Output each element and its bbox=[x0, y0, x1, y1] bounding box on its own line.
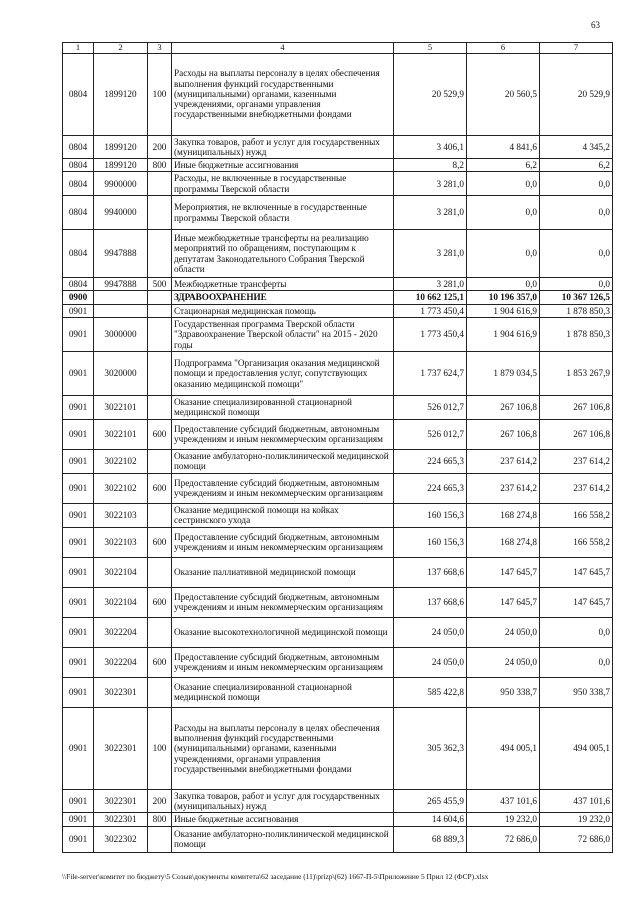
section-code-cell: 0901 bbox=[63, 557, 94, 587]
table-row bbox=[63, 395, 613, 419]
amount-col7-cell: 1 878 850,3 bbox=[540, 317, 613, 351]
amount-col5-cell: 305 362,3 bbox=[394, 707, 467, 789]
amount-col6-cell: 10 196 357,0 bbox=[467, 291, 540, 304]
section-code-cell: 0901 bbox=[63, 395, 94, 419]
target-article-cell: 3022301 bbox=[94, 813, 148, 826]
amount-col7-cell: 0,0 bbox=[540, 196, 613, 230]
amount-col7-cell: 494 005,1 bbox=[540, 707, 613, 789]
column-number-cell: 6 bbox=[467, 43, 540, 54]
amount-col6-cell: 168 274,8 bbox=[467, 527, 540, 557]
target-article-cell: 3022204 bbox=[94, 647, 148, 677]
amount-col5-cell: 160 156,3 bbox=[394, 503, 467, 527]
amount-col7-cell: 0,0 bbox=[540, 172, 613, 196]
amount-col5-cell: 14 604,6 bbox=[394, 813, 467, 826]
page-number: 63 bbox=[591, 20, 600, 30]
item-name-cell: Оказание специализированной стационарной медицинской помощи bbox=[172, 677, 394, 707]
expense-type-cell: 200 bbox=[148, 789, 172, 813]
amount-col5-cell: 137 668,6 bbox=[394, 557, 467, 587]
amount-col5-cell: 3 281,0 bbox=[394, 278, 467, 291]
target-article-cell: 3020000 bbox=[94, 351, 148, 395]
target-article-cell: 1899120 bbox=[94, 53, 148, 135]
item-name-cell: Расходы, не включенные в государственные программы Тверской области bbox=[172, 172, 394, 196]
amount-col6-cell: 267 106,8 bbox=[467, 419, 540, 449]
amount-col6-cell: 147 645,7 bbox=[467, 557, 540, 587]
amount-col5-cell: 160 156,3 bbox=[394, 527, 467, 557]
amount-col7-cell: 237 614,2 bbox=[540, 473, 613, 503]
item-name-cell: Закупка товаров, работ и услуг для государственных (муниципальных) нужд bbox=[172, 135, 394, 159]
expense-type-cell: 800 bbox=[148, 813, 172, 826]
item-name-cell: Иные бюджетные ассигнования bbox=[172, 813, 394, 826]
section-code-cell: 0901 bbox=[63, 473, 94, 503]
amount-col6-cell: 494 005,1 bbox=[467, 707, 540, 789]
expense-type-cell: 100 bbox=[148, 53, 172, 135]
amount-col7-cell: 4 345,2 bbox=[540, 135, 613, 159]
column-number-cell: 2 bbox=[94, 43, 148, 54]
target-article-cell: 3022301 bbox=[94, 677, 148, 707]
target-article-cell: 1899120 bbox=[94, 135, 148, 159]
amount-col6-cell: 20 560,5 bbox=[467, 53, 540, 135]
amount-col6-cell: 0,0 bbox=[467, 278, 540, 291]
expense-type-cell: 600 bbox=[148, 527, 172, 557]
amount-col5-cell: 20 529,9 bbox=[394, 53, 467, 135]
table-row bbox=[63, 826, 613, 852]
amount-col7-cell: 19 232,0 bbox=[540, 813, 613, 826]
expense-type-cell bbox=[148, 196, 172, 230]
target-article-cell: 9940000 bbox=[94, 196, 148, 230]
amount-col6-cell: 4 841,6 bbox=[467, 135, 540, 159]
expense-type-cell bbox=[148, 557, 172, 587]
expense-type-cell: 600 bbox=[148, 473, 172, 503]
amount-col5-cell: 1 773 450,4 bbox=[394, 304, 467, 317]
table-row bbox=[63, 617, 613, 647]
item-name-cell: Оказание амбулаторно-поликлинической медицинской помощи bbox=[172, 826, 394, 852]
expense-type-cell bbox=[148, 826, 172, 852]
item-name-cell: Подпрограмма "Организация оказания медицинской помощи и предоставления услуг, сопутствующих оказанию медицинской помощи" bbox=[172, 351, 394, 395]
section-code-cell: 0901 bbox=[63, 707, 94, 789]
amount-col6-cell: 0,0 bbox=[467, 172, 540, 196]
expense-type-cell bbox=[148, 395, 172, 419]
item-name-cell: Стационарная медицинская помощь bbox=[172, 304, 394, 317]
amount-col7-cell: 1 878 850,3 bbox=[540, 304, 613, 317]
amount-col6-cell: 237 614,2 bbox=[467, 473, 540, 503]
target-article-cell: 9947888 bbox=[94, 278, 148, 291]
item-name-cell: Предоставление субсидий бюджетным, автономным учреждениям и иным некоммерческим организациям bbox=[172, 587, 394, 617]
amount-col7-cell: 166 558,2 bbox=[540, 527, 613, 557]
table-row bbox=[63, 647, 613, 677]
item-name-cell: Предоставление субсидий бюджетным, автономным учреждениям и иным некоммерческим организациям bbox=[172, 647, 394, 677]
expense-type-cell bbox=[148, 617, 172, 647]
table-row bbox=[63, 230, 613, 278]
amount-col7-cell: 0,0 bbox=[540, 647, 613, 677]
expense-type-cell bbox=[148, 449, 172, 473]
amount-col7-cell: 950 338,7 bbox=[540, 677, 613, 707]
budget-table bbox=[62, 42, 613, 853]
target-article-cell: 3022104 bbox=[94, 557, 148, 587]
table-row bbox=[63, 172, 613, 196]
section-code-cell: 0901 bbox=[63, 304, 94, 317]
section-code-cell: 0901 bbox=[63, 647, 94, 677]
target-article-cell: 3022101 bbox=[94, 395, 148, 419]
item-name-cell: Оказание специализированной стационарной медицинской помощи bbox=[172, 395, 394, 419]
section-code-cell: 0901 bbox=[63, 351, 94, 395]
item-name-cell: Закупка товаров, работ и услуг для государственных (муниципальных) нужд bbox=[172, 789, 394, 813]
table-row bbox=[63, 789, 613, 813]
amount-col5-cell: 3 281,0 bbox=[394, 172, 467, 196]
amount-col6-cell: 237 614,2 bbox=[467, 449, 540, 473]
amount-col6-cell: 24 050,0 bbox=[467, 647, 540, 677]
amount-col6-cell: 0,0 bbox=[467, 230, 540, 278]
amount-col6-cell: 147 645,7 bbox=[467, 587, 540, 617]
amount-col6-cell: 24 050,0 bbox=[467, 617, 540, 647]
amount-col6-cell: 1 904 616,9 bbox=[467, 304, 540, 317]
amount-col5-cell: 24 050,0 bbox=[394, 647, 467, 677]
section-code-cell: 0901 bbox=[63, 677, 94, 707]
table-row bbox=[63, 449, 613, 473]
amount-col5-cell: 265 455,9 bbox=[394, 789, 467, 813]
section-code-cell: 0804 bbox=[63, 135, 94, 159]
target-article-cell: 3022102 bbox=[94, 473, 148, 503]
amount-col5-cell: 526 012,7 bbox=[394, 419, 467, 449]
amount-col6-cell: 267 106,8 bbox=[467, 395, 540, 419]
column-number-cell: 7 bbox=[540, 43, 613, 54]
amount-col7-cell: 147 645,7 bbox=[540, 587, 613, 617]
expense-type-cell: 500 bbox=[148, 278, 172, 291]
table-row bbox=[63, 135, 613, 159]
amount-col5-cell: 585 422,8 bbox=[394, 677, 467, 707]
amount-col6-cell: 72 686,0 bbox=[467, 826, 540, 852]
column-number-row bbox=[63, 43, 613, 54]
target-article-cell: 3022102 bbox=[94, 449, 148, 473]
table-row bbox=[63, 351, 613, 395]
amount-col7-cell: 0,0 bbox=[540, 230, 613, 278]
table-row bbox=[63, 587, 613, 617]
table-row bbox=[63, 317, 613, 351]
section-code-cell: 0901 bbox=[63, 789, 94, 813]
column-number-cell: 4 bbox=[172, 43, 394, 54]
expense-type-cell bbox=[148, 503, 172, 527]
amount-col6-cell: 0,0 bbox=[467, 196, 540, 230]
expense-type-cell: 800 bbox=[148, 159, 172, 172]
section-code-cell: 0900 bbox=[63, 291, 94, 304]
amount-col7-cell: 0,0 bbox=[540, 617, 613, 647]
expense-type-cell: 600 bbox=[148, 587, 172, 617]
column-number-cell: 5 bbox=[394, 43, 467, 54]
amount-col6-cell: 950 338,7 bbox=[467, 677, 540, 707]
amount-col6-cell: 19 232,0 bbox=[467, 813, 540, 826]
amount-col7-cell: 237 614,2 bbox=[540, 449, 613, 473]
item-name-cell: Оказание высокотехнологичной медицинской помощи bbox=[172, 617, 394, 647]
item-name-cell: Государственная программа Тверской области "Здравоохранение Тверской области" на 2015 - 2020 годы bbox=[172, 317, 394, 351]
amount-col7-cell: 1 853 267,9 bbox=[540, 351, 613, 395]
target-article-cell bbox=[94, 304, 148, 317]
amount-col7-cell: 72 686,0 bbox=[540, 826, 613, 852]
section-code-cell: 0901 bbox=[63, 527, 94, 557]
section-code-cell: 0901 bbox=[63, 813, 94, 826]
amount-col5-cell: 68 889,3 bbox=[394, 826, 467, 852]
expense-type-cell bbox=[148, 677, 172, 707]
amount-col5-cell: 3 406,1 bbox=[394, 135, 467, 159]
table-row bbox=[63, 473, 613, 503]
section-code-cell: 0901 bbox=[63, 317, 94, 351]
table-row bbox=[63, 291, 613, 304]
amount-col5-cell: 1 773 450,4 bbox=[394, 317, 467, 351]
table-row bbox=[63, 304, 613, 317]
table-row bbox=[63, 503, 613, 527]
item-name-cell: Оказание медицинской помощи на койках сестринского ухода bbox=[172, 503, 394, 527]
amount-col5-cell: 8,2 bbox=[394, 159, 467, 172]
table-row bbox=[63, 419, 613, 449]
table-row bbox=[63, 557, 613, 587]
amount-col6-cell: 168 274,8 bbox=[467, 503, 540, 527]
target-article-cell bbox=[94, 291, 148, 304]
section-code-cell: 0804 bbox=[63, 278, 94, 291]
column-number-cell: 1 bbox=[63, 43, 94, 54]
target-article-cell: 3022103 bbox=[94, 503, 148, 527]
table-row bbox=[63, 278, 613, 291]
table-row bbox=[63, 159, 613, 172]
amount-col5-cell: 224 665,3 bbox=[394, 449, 467, 473]
expense-type-cell: 600 bbox=[148, 647, 172, 677]
target-article-cell: 9900000 bbox=[94, 172, 148, 196]
amount-col5-cell: 3 281,0 bbox=[394, 196, 467, 230]
section-code-cell: 0804 bbox=[63, 172, 94, 196]
table-row bbox=[63, 707, 613, 789]
target-article-cell: 3022301 bbox=[94, 707, 148, 789]
item-name-cell: Мероприятия, не включенные в государственные программы Тверской области bbox=[172, 196, 394, 230]
table-row bbox=[63, 53, 613, 135]
target-article-cell: 9947888 bbox=[94, 230, 148, 278]
item-name-cell: Предоставление субсидий бюджетным, автономным учреждениям и иным некоммерческим организациям bbox=[172, 527, 394, 557]
target-article-cell: 3022103 bbox=[94, 527, 148, 557]
expense-type-cell bbox=[148, 304, 172, 317]
expense-type-cell: 200 bbox=[148, 135, 172, 159]
item-name-cell: ЗДРАВООХРАНЕНИЕ bbox=[172, 291, 394, 304]
table-row bbox=[63, 813, 613, 826]
expense-type-cell: 100 bbox=[148, 707, 172, 789]
expense-type-cell bbox=[148, 351, 172, 395]
section-code-cell: 0804 bbox=[63, 53, 94, 135]
section-code-cell: 0901 bbox=[63, 617, 94, 647]
section-code-cell: 0804 bbox=[63, 230, 94, 278]
target-article-cell: 3022204 bbox=[94, 617, 148, 647]
amount-col6-cell: 6,2 bbox=[467, 159, 540, 172]
amount-col7-cell: 166 558,2 bbox=[540, 503, 613, 527]
amount-col5-cell: 24 050,0 bbox=[394, 617, 467, 647]
amount-col7-cell: 0,0 bbox=[540, 278, 613, 291]
target-article-cell: 3000000 bbox=[94, 317, 148, 351]
expense-type-cell bbox=[148, 291, 172, 304]
column-number-cell: 3 bbox=[148, 43, 172, 54]
amount-col5-cell: 137 668,6 bbox=[394, 587, 467, 617]
item-name-cell: Расходы на выплаты персоналу в целях обеспечения выполнения функций государственными (муниципальными) органами, казенными учреждениями, органами управления государственными внебюджетными фондами bbox=[172, 53, 394, 135]
target-article-cell: 3022301 bbox=[94, 789, 148, 813]
amount-col5-cell: 1 737 624,7 bbox=[394, 351, 467, 395]
item-name-cell: Предоставление субсидий бюджетным, автономным учреждениям и иным некоммерческим организациям bbox=[172, 473, 394, 503]
amount-col6-cell: 1 879 034,5 bbox=[467, 351, 540, 395]
item-name-cell: Иные межбюджетные трансферты на реализацию мероприятий по обращениям, поступающим к депутатам Законодательного Собрания Тверской области bbox=[172, 230, 394, 278]
amount-col7-cell: 267 106,8 bbox=[540, 395, 613, 419]
table-row bbox=[63, 677, 613, 707]
file-path-footer: \\File-server\комитет по бюджету\5 Созыв\документы комитета\62 заседание (11)\prizp\(62) 1667-П-5\Приложение 5 Прил 12 (ФСР).xlsx bbox=[62, 872, 489, 881]
amount-col7-cell: 6,2 bbox=[540, 159, 613, 172]
item-name-cell: Расходы на выплаты персоналу в целях обеспечения выполнения функций государственными (муниципальными) органами, казенными учреждениями, органами управления государственными внебюджетными фондами bbox=[172, 707, 394, 789]
expense-type-cell bbox=[148, 317, 172, 351]
amount-col7-cell: 10 367 126,5 bbox=[540, 291, 613, 304]
amount-col7-cell: 437 101,6 bbox=[540, 789, 613, 813]
section-code-cell: 0804 bbox=[63, 196, 94, 230]
section-code-cell: 0901 bbox=[63, 826, 94, 852]
expense-type-cell bbox=[148, 230, 172, 278]
amount-col5-cell: 3 281,0 bbox=[394, 230, 467, 278]
table-row bbox=[63, 527, 613, 557]
section-code-cell: 0901 bbox=[63, 587, 94, 617]
item-name-cell: Оказание паллиативной медицинской помощи bbox=[172, 557, 394, 587]
item-name-cell: Межбюджетные трансферты bbox=[172, 278, 394, 291]
amount-col6-cell: 1 904 616,9 bbox=[467, 317, 540, 351]
target-article-cell: 3022101 bbox=[94, 419, 148, 449]
item-name-cell: Иные бюджетные ассигнования bbox=[172, 159, 394, 172]
amount-col5-cell: 10 662 125,1 bbox=[394, 291, 467, 304]
item-name-cell: Предоставление субсидий бюджетным, автономным учреждениям и иным некоммерческим организациям bbox=[172, 419, 394, 449]
section-code-cell: 0901 bbox=[63, 419, 94, 449]
amount-col7-cell: 147 645,7 bbox=[540, 557, 613, 587]
amount-col5-cell: 224 665,3 bbox=[394, 473, 467, 503]
table-row bbox=[63, 196, 613, 230]
amount-col5-cell: 526 012,7 bbox=[394, 395, 467, 419]
target-article-cell: 3022104 bbox=[94, 587, 148, 617]
section-code-cell: 0901 bbox=[63, 449, 94, 473]
amount-col7-cell: 20 529,9 bbox=[540, 53, 613, 135]
amount-col7-cell: 267 106,8 bbox=[540, 419, 613, 449]
amount-col6-cell: 437 101,6 bbox=[467, 789, 540, 813]
target-article-cell: 3022302 bbox=[94, 826, 148, 852]
target-article-cell: 1899120 bbox=[94, 159, 148, 172]
section-code-cell: 0901 bbox=[63, 503, 94, 527]
expense-type-cell bbox=[148, 172, 172, 196]
item-name-cell: Оказание амбулаторно-поликлинической медицинской помощи bbox=[172, 449, 394, 473]
expense-type-cell: 600 bbox=[148, 419, 172, 449]
section-code-cell: 0804 bbox=[63, 159, 94, 172]
